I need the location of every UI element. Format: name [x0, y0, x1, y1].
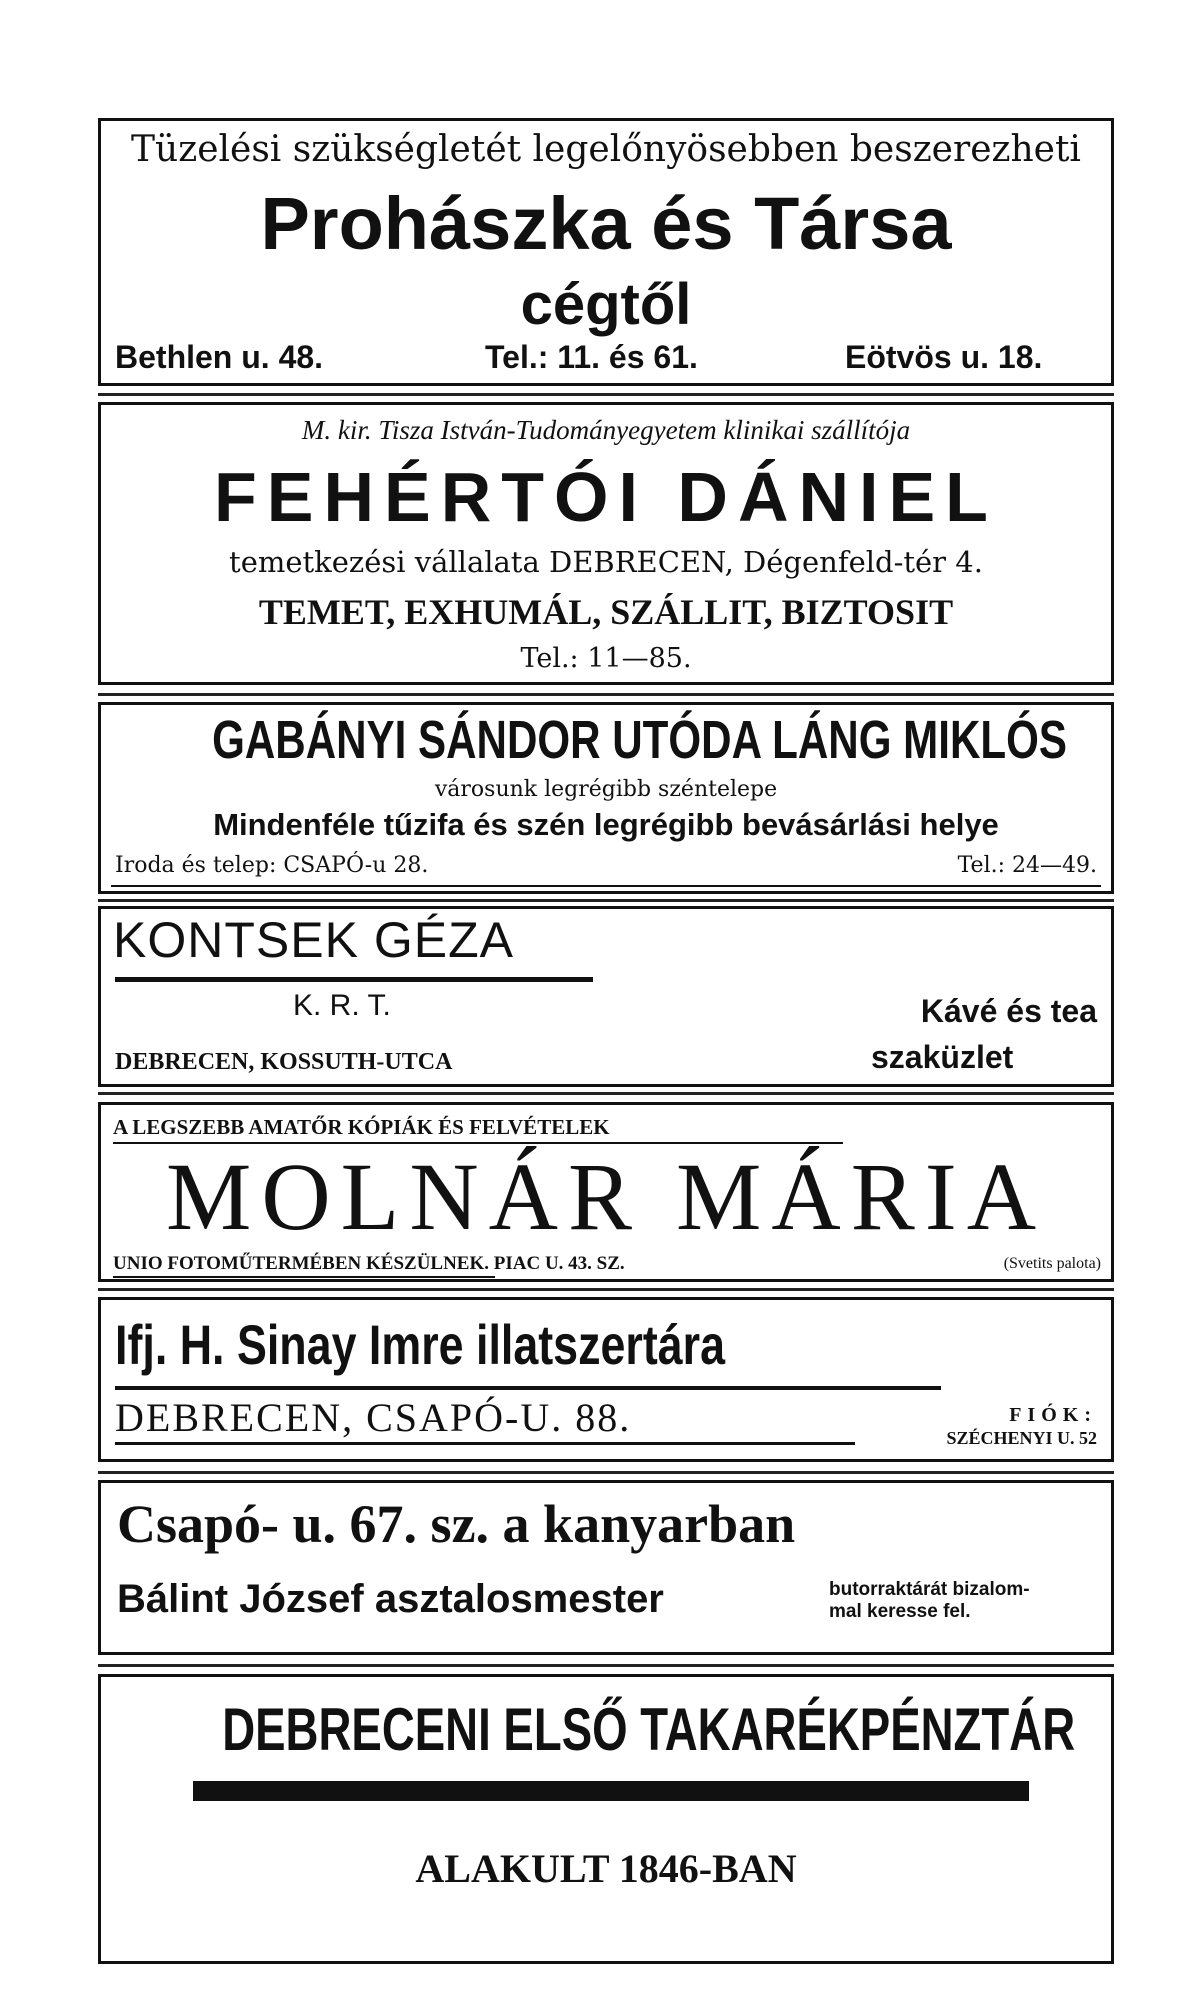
ad5-note: (Svetits palota)	[1003, 1255, 1101, 1272]
separator-rule	[98, 1471, 1114, 1474]
ad3-slogan: Mindenféle tűzifa és szén legrégibb bevásárlási helye	[213, 807, 999, 842]
ad6-address: DEBRECEN, CSAPÓ-U. 88.	[115, 1395, 632, 1440]
ad2-supplier: M. kir. Tisza István-Tudományegyetem klinikai szállítója	[301, 415, 911, 445]
ad3-tagline: városunk legrégibb széntelepe	[434, 777, 778, 802]
ad-molnar	[98, 1102, 1114, 1282]
ad6-name-underline	[115, 1386, 941, 1390]
ad7-note-line1: butorraktárát bizalom-	[829, 1579, 1030, 1600]
ad5-tagline: A LEGSZEBB AMATŐR KÓPIÁK ÉS FELVÉTELEK	[113, 1115, 610, 1139]
ad1-address-right: Eötvös u. 18.	[845, 339, 1043, 375]
ad4-company-name: KONTSEK GÉZA	[113, 912, 514, 968]
separator-rule	[98, 1664, 1114, 1667]
ad4-shop-line2: szaküzlet	[871, 1039, 1014, 1075]
ad5-address: UNIO FOTOMŰTERMÉBEN KÉSZÜLNEK. PIAC U. 43. SZ.	[113, 1253, 625, 1274]
ad8-heavy-bar	[193, 1781, 1029, 1801]
separator-rule	[98, 693, 1114, 696]
ad1-suffix: cégtől	[520, 272, 692, 337]
ad4-shop-line1: Kávé és tea	[920, 993, 1097, 1029]
ad7-name: Bálint József asztalosmester	[117, 1577, 664, 1621]
ad6-address-underline	[115, 1442, 855, 1445]
separator-rule	[98, 1092, 1114, 1095]
ad5-name: MOLNÁR MÁRIA	[165, 1143, 1047, 1250]
ad6-branch-label: FIÓK:	[1009, 1404, 1097, 1426]
separator-rule	[98, 393, 1114, 396]
ad8-bank-name: DEBRECENI ELSŐ TAKARÉKPÉNZTÁR	[222, 1696, 1076, 1763]
ad-gabanyi	[98, 702, 1114, 894]
ad3-company-name: GABÁNYI SÁNDOR UTÓDA LÁNG MIKLÓS	[212, 710, 1067, 770]
ad-fehertoi	[98, 402, 1114, 685]
ad2-phone: Tel.: 11—85.	[520, 643, 692, 674]
ad7-location: Csapó- u. 67. sz. a kanyarban	[117, 1494, 796, 1554]
ad4-name-underline	[115, 977, 593, 982]
ad-balint	[98, 1480, 1114, 1655]
ad-prohaszka	[98, 118, 1114, 386]
ad7-note-line2: mal keresse fel.	[829, 1601, 971, 1622]
ad-kontsek	[98, 906, 1114, 1087]
ad1-phone: Tel.: 11. és 61.	[485, 339, 698, 375]
ad5-address-underline	[113, 1276, 495, 1278]
ad6-shop-name: Ifj. H. Sinay Imre illatszertára	[115, 1313, 726, 1376]
separator-rule	[98, 899, 1114, 902]
ad4-address: DEBRECEN, KOSSUTH-UTCA	[115, 1049, 453, 1075]
ad2-services: TEMET, EXHUMÁL, SZÁLLIT, BIZTOSIT	[258, 592, 954, 632]
ad3-phone: Tel.: 24—49.	[957, 853, 1097, 878]
ad4-company-type: K. R. T.	[293, 989, 391, 1022]
ad3-address: Iroda és telep: CSAPÓ-u 28.	[115, 853, 429, 878]
ad1-tagline: Tüzelési szükségletét legelőnyösebben beszerezheti	[131, 129, 1081, 170]
ad8-founded: ALAKULT 1846-BAN	[415, 1846, 797, 1891]
ad2-company-name: FEHÉRTÓI DÁNIEL	[214, 458, 998, 536]
ad3-underline	[111, 885, 1101, 887]
ad-takarekpenztar	[98, 1674, 1114, 1964]
ad2-business: temetkezési vállalata DEBRECEN, Dégenfeld-tér 4.	[229, 545, 983, 579]
ad6-branch-address: SZÉCHENYI U. 52	[946, 1428, 1097, 1448]
separator-rule	[98, 1288, 1114, 1291]
ad1-address-left: Bethlen u. 48.	[115, 339, 324, 375]
ad-sinay	[98, 1297, 1114, 1462]
ad1-company-name: Prohászka és Társa	[260, 182, 952, 265]
